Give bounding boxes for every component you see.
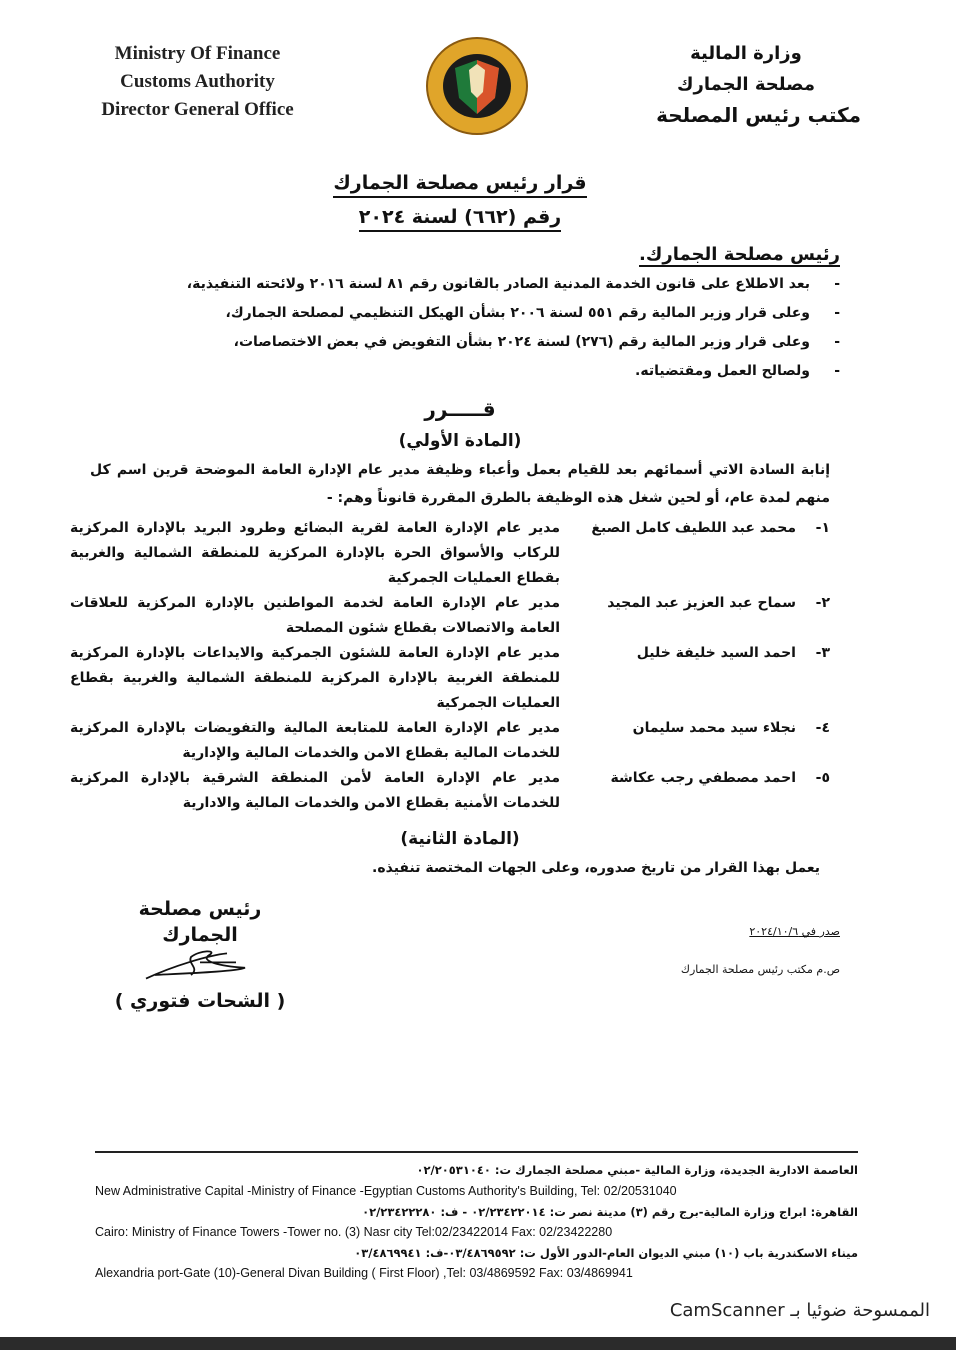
arabic-letterhead [631, 38, 861, 131]
item-number: ٣- [815, 645, 830, 661]
appointee-name: نجلاء سيد محمد سليمان [632, 720, 796, 736]
english-letterhead [70, 40, 325, 124]
issue-block [681, 896, 860, 1014]
footer-address-ar: ميناء الاسكندرية باب (١٠) مبني الديوان العام-الدور الأول ت: ٠٣/٤٨٦٩٥٩٢-ف: ٠٣/٤٨٦٩٩٤١ [354, 1246, 858, 1260]
appointee-name: محمد عبد اللطيف كامل الصبغ [591, 520, 796, 536]
appointee-position: مدير عام الإدارة العامة للشئون الجمركية والايداعات بالإدارة المركزية للمنطقة الغربية بالإدارة المركزية للمنطقة الشمالية والغربية بقطاع العمليات الجمركية [70, 645, 560, 711]
article-1-heading: (المادة الأولي) [398, 431, 522, 451]
preamble-item: - ولصالح العمل ومقتضياته. [100, 357, 840, 386]
customs-authority-logo [425, 36, 529, 136]
issuer-heading: رئيس مصلحة الجمارك. [639, 244, 840, 265]
footer-address-en: Alexandria port-Gate (10)-General Divan Building ( First Floor) ,Tel: 03/4869592 Fax: 03/4869941 [95, 1266, 633, 1280]
authority-name-en: Customs Authority [120, 71, 275, 92]
appointee-position: مدير عام الإدارة العامة لقرية البضائع وطرود البريد بالإدارة المركزية للركاب والأسواق الحرة بالإدارة المركزية للمنطقة الشمالية والغربية بقطاع العمليات الجمركية [70, 520, 560, 586]
signatory-title: رئيس مصلحة الجمارك [138, 898, 262, 946]
item-number: ١- [815, 520, 830, 536]
preamble-item: - وعلى قرار وزير المالية رقم ٥٥١ لسنة ٢٠٠٦ بشأن الهيكل التنظيمي لمصلحة الجمارك، [100, 299, 840, 328]
appointee-list [60, 516, 860, 816]
office-name-en: Director General Office [101, 99, 294, 120]
appointee-position: مدير عام الإدارة العامة لخدمة المواطنين بالإدارة المركزية للعلاقات العامة والاتصالات بقطاع شئون المصلحة [70, 595, 560, 636]
appointee-row [70, 716, 830, 766]
appointee-name: احمد السيد خليفة خليل [636, 645, 796, 661]
item-number: ٢- [815, 595, 830, 611]
article-2-text: يعمل بهذا القرار من تاريخ صدوره، وعلى الجهات المختصة تنفيذه. [372, 860, 820, 876]
preamble-item: - وعلى قرار وزير المالية رقم (٢٧٦) لسنة ٢٠٢٤ بشأن التفويض في بعض الاختصاصات، [100, 328, 840, 357]
preamble-item: - بعد الاطلاع على قانون الخدمة المدنية الصادر بالقانون رقم ٨١ لسنة ٢٠١٦ ولائحته التنفيذية، [100, 270, 840, 299]
appointee-row [70, 641, 830, 716]
bottom-bar [0, 1337, 956, 1350]
appointee-row [70, 591, 830, 641]
camscanner-watermark: الممسوحة ضوئيا بـ CamScanner [669, 1300, 930, 1321]
footer-address-ar: العاصمة الادارية الجديدة، وزارة المالية -مبني مصلحة الجمارك ت: ٠٢/٢٠٥٣١٠٤٠ [416, 1163, 858, 1177]
signature-row [60, 896, 860, 1014]
footer-address-en: New Administrative Capital -Ministry of Finance -Egyptian Customs Authority's Building, Tel: 02/20531040 [95, 1184, 677, 1198]
appointee-position: مدير عام الإدارة العامة لأمن المنطقة الشرقية بالإدارة المركزية للخدمات الأمنية بقطاع الامن والخدمات المالية والادارية [70, 770, 560, 811]
signature-block [100, 896, 300, 1014]
appointee-position: مدير عام الإدارة العامة للمتابعة المالية والتفويضات بالإدارة المركزية للخدمات المالية بقطاع الامن والخدمات المالية والإدارية [70, 720, 560, 761]
item-number: ٥- [815, 770, 830, 786]
article-1-text: إنابة السادة الاتي أسمائهم بعد للقيام بعمل وأعباء وظيفة مدير عام الإدارة العامة الموضحة قرين اسم كل منهم لمدة عام، أو لحين شغل هذه الوظيفة بالطرق المقررة قانوناً وهم: - [90, 462, 830, 506]
decree-number: رقم (٦٦٢) لسنة ٢٠٢٤ [60, 200, 860, 234]
appointee-name: احمد مصطفي رجب عكاشة [610, 770, 796, 786]
footer-address-ar: القاهرة: ابراج وزارة المالية-برج رقم (٣) مدينة نصر ت: ٠٢/٢٣٤٢٢٠١٤ - ف: ٠٢/٢٣٤٢٢٢٨٠ [362, 1205, 858, 1219]
footer-divider [95, 1151, 858, 1153]
footer-address-en: Cairo: Ministry of Finance Towers -Tower no. (3) Nasr city Tel:02/23422014 Fax: 02/23422280 [95, 1225, 613, 1239]
appointee-name: سماح عبد العزيز عبد المجيد [607, 595, 796, 611]
office-name-ar: مكتب رئيس المصلحة [656, 103, 861, 127]
signatory-name: ( الشحات فتوري ) [114, 990, 286, 1012]
preamble-list [60, 270, 860, 386]
issue-date: صدر في ٢٠٢٤/١٠/٦ [749, 925, 840, 938]
authority-name-ar: مصلحة الجمارك [677, 74, 815, 95]
handwritten-signature [100, 948, 300, 988]
decree-title: قرار رئيس مصلحة الجمارك [60, 166, 860, 200]
ministry-name-en: Ministry Of Finance [114, 43, 281, 64]
office-reference: ص.م مكتب رئيس مصلحة الجمارك [680, 963, 840, 976]
appointee-row [70, 516, 830, 591]
appointee-row [70, 766, 830, 816]
decree-body [60, 166, 860, 1014]
item-number: ٤- [815, 720, 830, 736]
decided-heading: قـــــرر [424, 397, 496, 421]
article-2-heading: (المادة الثانية) [400, 829, 520, 849]
ministry-name-ar: وزارة المالية [690, 43, 802, 64]
